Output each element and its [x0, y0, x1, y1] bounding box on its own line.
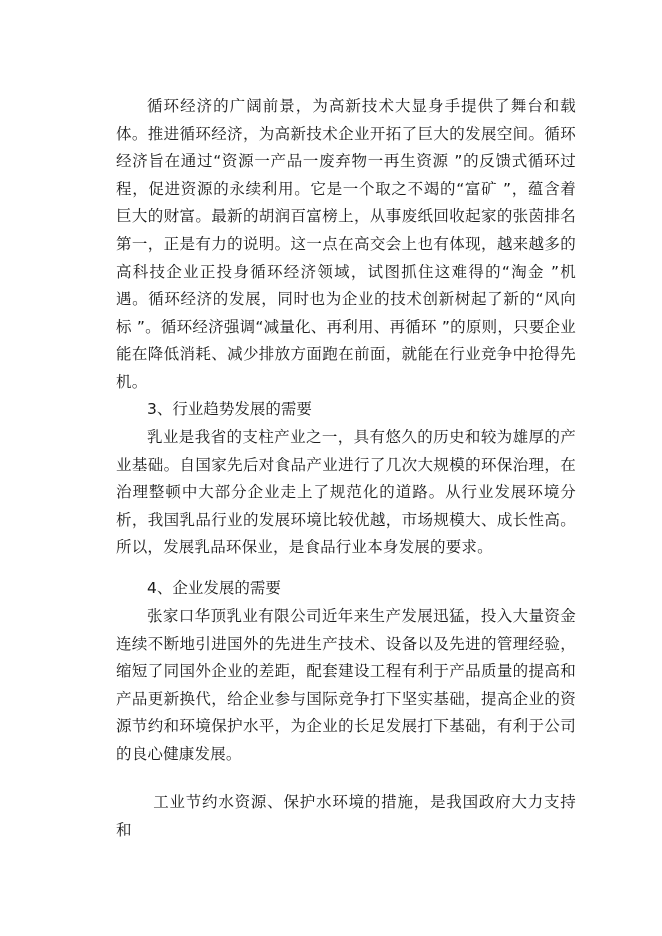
- paragraph-dairy-industry: [116, 424, 576, 562]
- body-paragraph: 循环经济的广阔前景，为高新技术大显身手提供了舞台和载体。推进循环经济，为高新技术企业开拓了巨大的发展空间。循环经济旨在通过“资源一产品一废弃物一再生资源 ”的反馈式循环过程，促进资源的永续利用。它是一个取之不竭的“富矿 ”，蕴含着巨大的财富。最新的胡润百富榜上，从事废纸回收起家的张茵排名第一，正是有力的说明。这一点在高交会上也有体现，越来越多的高科技企业正投身循环经济领域，试图抓住这难得的“淘金 ”机遇。循环经济的发展，同时也为企业的技术创新树起了新的“风向标 ”。循环经济强调“减量化、再利用、再循环 ”的原则，只要企业能在降低消耗、减少排放方面跑在前面，就能在行业竞争中抢得先机。: [116, 97, 576, 391]
- section-heading: 4、企业发展的需要: [147, 579, 281, 597]
- section-heading: 3、行业趋势发展的需要: [147, 400, 312, 418]
- body-paragraph: 乳业是我省的支柱产业之一，具有悠久的历史和较为雄厚的产业基础。自国家先后对食品产业进行了几次大规模的环保治理，在治理整顿中大部分企业走上了规范化的道路。从行业发展环境分析，我国乳品行业的发展环境比较优越，市场规模大、成长性高。所以，发展乳品环保业，是食品行业本身发展的要求。: [116, 428, 576, 557]
- body-paragraph: 工业节约水资源、保护水环境的措施，是我国政府大力支持和: [116, 793, 576, 839]
- body-paragraph: 张家口华顶乳业有限公司近年来生产发展迅猛，投入大量资金连续不断地引进国外的先进生产技术、设备以及先进的管理经验，缩短了同国外企业的差距，配套建设工程有利于产品质量的提高和产品更新换代，给企业参与国际竞争打下坚实基础，提高企业的资源节约和环境保护水平，为企业的长足发展打下基础，有利于公司的良心健康发展。: [116, 607, 576, 763]
- section-heading-industry-trend: [116, 396, 576, 424]
- paragraph-company-development: [116, 603, 576, 769]
- paragraph-water-conservation: [116, 789, 576, 844]
- paragraph-circular-economy: [116, 93, 576, 397]
- section-heading-enterprise-development: [116, 575, 576, 603]
